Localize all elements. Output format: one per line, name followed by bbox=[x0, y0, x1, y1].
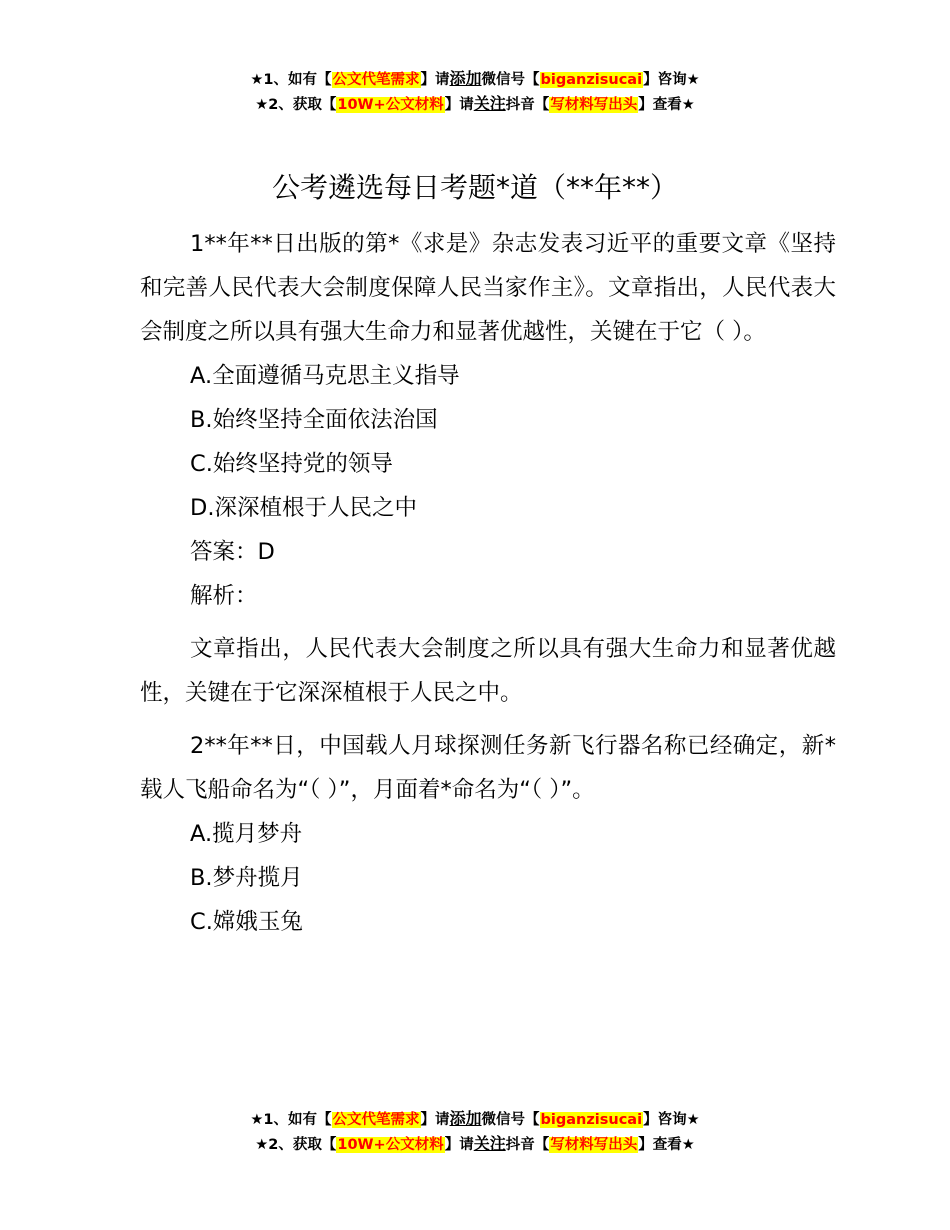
banner-text: ★2、获取【 bbox=[255, 97, 337, 113]
question-1-option-b: B.始终坚持全面依法治国 bbox=[190, 407, 438, 433]
banner-emphasis: 添加 bbox=[449, 1109, 482, 1128]
stem-line: 2**年**日，中国载人月球探测任务新飞行器名称已经确 bbox=[190, 733, 756, 759]
analysis-line: 著优越性，关键在于它深深植根于人民之中。 bbox=[140, 636, 836, 706]
question-2-stem bbox=[140, 724, 836, 812]
banner-emphasis: 添加 bbox=[449, 69, 482, 88]
banner-line-1 bbox=[0, 67, 950, 92]
banner-emphasis: 关注 bbox=[473, 1134, 506, 1153]
document-body bbox=[140, 222, 836, 944]
analysis-line: 文章指出，人民代表大会制度之所以具有强大生命力和显 bbox=[190, 636, 768, 662]
stem-line: 定，新*载人飞船命名为“（ ）”，月面着*命名为“（ ）”。 bbox=[140, 733, 836, 803]
question-1-analysis-label: 解析： bbox=[190, 583, 258, 609]
question-1-option-a: A.全面遵循马克思主义指导 bbox=[190, 363, 460, 389]
question-1-option-c: C.始终坚持党的领导 bbox=[190, 451, 393, 477]
stem-line: 章《坚持和完善人民代表大会制度保障人民当家作主》。文章 bbox=[140, 231, 836, 301]
stem-line: 关键在于它（ ）。 bbox=[590, 319, 766, 345]
highlight-service: 公文代笔需求 bbox=[332, 1112, 420, 1128]
question-1-answer: 答案：D bbox=[190, 539, 275, 565]
question-2-option-b: B.梦舟揽月 bbox=[190, 865, 303, 891]
banner-text: 抖音【 bbox=[505, 1137, 550, 1153]
highlight-douyin: 写材料写出头 bbox=[550, 1137, 638, 1153]
question-2-option-a: A.揽月梦舟 bbox=[190, 821, 303, 847]
banner-text: 微信号【 bbox=[481, 1112, 540, 1128]
header-banner bbox=[0, 67, 950, 117]
banner-text: 】咨询★ bbox=[643, 72, 700, 88]
highlight-service: 公文代笔需求 bbox=[332, 72, 420, 88]
question-1-stem bbox=[140, 222, 836, 354]
highlight-wechat-id: biganzisucai bbox=[540, 72, 643, 88]
highlight-douyin: 写材料写出头 bbox=[550, 97, 638, 113]
banner-text: 】请 bbox=[444, 97, 474, 113]
banner-text: ★2、获取【 bbox=[255, 1137, 337, 1153]
question-2-option-c: C.嫦娥玉兔 bbox=[190, 909, 303, 935]
banner-text: ★1、如有【 bbox=[250, 72, 332, 88]
banner-text: ★1、如有【 bbox=[250, 1112, 332, 1128]
highlight-wechat-id: biganzisucai bbox=[540, 1112, 643, 1128]
banner-emphasis: 关注 bbox=[473, 94, 506, 113]
banner-text: 】请 bbox=[444, 1137, 474, 1153]
banner-line-2 bbox=[0, 1132, 950, 1157]
banner-text: 】请 bbox=[420, 1112, 450, 1128]
question-1-option-d: D.深深植根于人民之中 bbox=[190, 495, 417, 521]
question-1-analysis bbox=[140, 627, 836, 715]
footer-banner bbox=[0, 1107, 950, 1157]
banner-line-1 bbox=[0, 1107, 950, 1132]
banner-text: 抖音【 bbox=[505, 97, 550, 113]
banner-text: 】咨询★ bbox=[643, 1112, 700, 1128]
highlight-materials: 10W+公文材料 bbox=[337, 97, 444, 113]
page-title: 公考遴选每日考题*道（**年**） bbox=[271, 171, 678, 204]
stem-line: 1**年**日出版的第*《求是》杂志发表习近平的重要文 bbox=[190, 231, 745, 257]
stem-line: 指出，人民代表大会制度之所以具有强大生命力和显著优越性， bbox=[140, 275, 836, 345]
banner-text: 】查看★ bbox=[638, 97, 695, 113]
highlight-materials: 10W+公文材料 bbox=[337, 1137, 444, 1153]
banner-line-2 bbox=[0, 92, 950, 117]
banner-text: 】查看★ bbox=[638, 1137, 695, 1153]
banner-text: 】请 bbox=[420, 72, 450, 88]
banner-text: 微信号【 bbox=[481, 72, 540, 88]
